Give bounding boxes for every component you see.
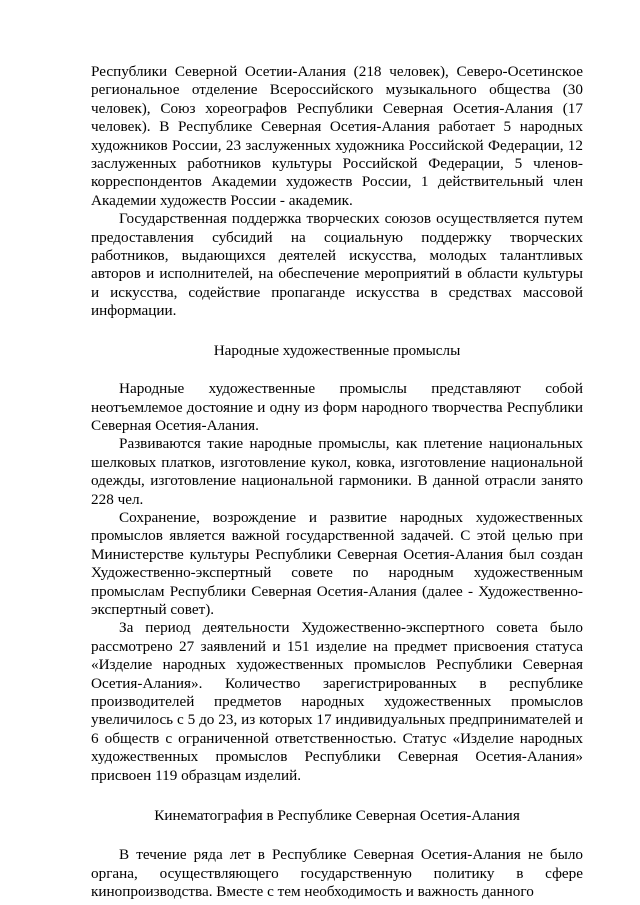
section-heading-cinematography: Кинематография в Республике Северная Осетия-Алания <box>154 807 520 825</box>
paragraph-folk-crafts-types: Развиваются такие народные промыслы, как плетение национальных шелковых платков, изготовление кукол, ковка, изготовление национальной одежды, изготовление национальной гармоники. В данной отрасли занято 228 чел. <box>91 435 583 508</box>
paragraph-folk-crafts-intro: Народные художественные промыслы представляют собой неотъемлемое достояние и одну из форм народного творчества Республики Северная Осетия-Алания. <box>91 380 583 434</box>
paragraph-creative-unions-members: Республики Северной Осетии-Алания (218 человек), Северо-Осетинское региональное отделение Всероссийского музыкального общества (30 человек), Союз хореографов Республики Северная Осетия-Алания (17 человек). В Республике Северная Осетия-Алания работает 5 народных художников России, 23 заслуженных художника Российской Федерации, 12 заслуженных работников культуры Российской Федерации, 5 членов-корреспондентов Академии художеств России, 1 действительный член Академии художеств России - академик. <box>91 63 583 209</box>
paragraph-cinematography: В течение ряда лет в Республике Северная Осетия-Алания не было органа, осуществляющего государственную политику в сфере кинопроизводства. Вместе с тем необходимость и важность данного <box>91 846 583 901</box>
section-heading-folk-crafts: Народные художественные промыслы <box>213 341 461 359</box>
paragraph-folk-crafts-council: Сохранение, возрождение и развитие народных художественных промыслов является важной государственной задачей. С этой целью при Министерстве культуры Республики Северная Осетия-Алания был создан Художественно-экспертный совете по народным художественным промыслам Республики Северная Осетия-Алания (далее - Художественно-экспертный совет). <box>91 508 583 618</box>
paragraph-folk-crafts-results: За период деятельности Художественно-экспертного совета было рассмотрено 27 заявлений и 151 изделие на предмет присвоения статуса «Изделие народных художественных промыслов Республики Северная Осетия-Алания». Количество зарегистрированных в республике производителей предметов народных художественных промыслов увеличилось с 5 до 23, из которых 17 индивидуальных предпринимателей и 6 обществ с ограниченной ответственностью. Статус «Изделие народных художественных промыслов Республики Северная Осетия-Алания» присвоен 119 образцам изделий. <box>91 619 583 784</box>
paragraph-state-support: Государственная поддержка творческих союзов осуществляется путем предоставления субсидий на социальную поддержку творческих работников, выдающихся деятелей искусства, молодых талантливых авторов и исполнителей, на обеспечение мероприятий в области культуры и искусства, содействие пропаганде искусства в средствах массовой информации. <box>91 210 583 320</box>
document-body <box>91 63 583 902</box>
